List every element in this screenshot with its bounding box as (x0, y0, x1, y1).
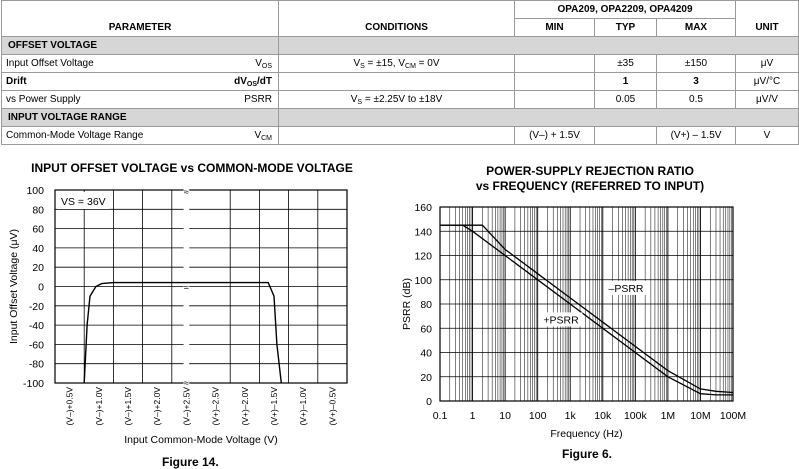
x-tick-label: (V–)+2.5V (181, 387, 192, 426)
conditions-cell: $V_S = \pm 2.25V$ to ±18V (279, 91, 515, 109)
x-tick-label: (V–)+1.5V (123, 387, 133, 426)
y-tick-label: 60 (32, 223, 44, 236)
x-tick-label: (V+)–0.5V (327, 387, 338, 426)
y-tick-label: 80 (32, 204, 44, 217)
x-tick-label: (V–)+2.0V (152, 387, 163, 426)
y-tick-label: -40 (28, 320, 44, 333)
x-tick-label: 10 (499, 410, 511, 422)
y-axis-label: Input Offset Voltage (μV) (8, 228, 20, 345)
chart-offset-vs-common-mode (0, 158, 390, 469)
chart-title: POWER-SUPPLY REJECTION RATIO (486, 164, 694, 178)
psrr-curve-minus (440, 225, 733, 392)
param-symbol: PSRR (244, 94, 272, 105)
y-tick-label: 80 (420, 299, 432, 311)
y-tick-label: 0 (426, 396, 432, 408)
y-axis-label: PSRR (dB) (401, 278, 413, 330)
x-tick-label: 1M (660, 410, 676, 422)
table-row: Drift $dV_{OS}/dT$ 1 3 μV/°C (2, 73, 799, 91)
y-tick-label: 40 (420, 347, 432, 360)
header-conditions: CONDITIONS (279, 1, 515, 37)
param-symbol: $dV_{OS}/dT$ (234, 76, 272, 88)
conditions-cell (279, 127, 515, 145)
x-tick-label: (V–)+1.0V (93, 387, 104, 426)
x-tick-label: 10M (690, 410, 711, 422)
x-tick-label: (V+)–1.5V (269, 387, 279, 426)
x-tick-label: 100M (719, 410, 747, 422)
x-tick-label: (V–)+0.5V (64, 387, 75, 426)
header-unit: UNIT (736, 1, 799, 37)
y-tick-label: 20 (32, 262, 44, 275)
table-row: Input Offset Voltage $V_{OS}$ $V_S = \pm 15$, $V_{CM} = 0V$ ±35 ±150 μV (2, 55, 799, 73)
header-parameter: PARAMETER (2, 1, 279, 37)
x-tick-label: 100 (528, 410, 547, 422)
x-tick-label: 1k (564, 410, 576, 422)
x-tick-label: 0.1 (432, 410, 448, 422)
y-tick-label: 20 (420, 371, 432, 384)
param-symbol: $V_{CM}$ (254, 130, 272, 142)
x-tick-label: (V+)–2.0V (239, 387, 250, 426)
chart-title: INPUT OFFSET VOLTAGE vs COMMON-MODE VOLTAGE (31, 161, 353, 175)
spec-table (1, 0, 799, 145)
figure-6-caption: Figure 6. (562, 447, 613, 461)
y-tick-label: 100 (414, 274, 432, 287)
header-typ: TYP (595, 19, 657, 37)
param-symbol: $V_{OS}$ (255, 58, 272, 70)
param-name: Common-Mode Voltage Range (6, 130, 144, 141)
chart-psrr-vs-frequency (400, 162, 799, 457)
y-tick-label: -80 (28, 358, 44, 371)
y-tick-label: 100 (26, 185, 44, 197)
y-tick-label: -60 (28, 339, 44, 352)
x-tick-label: (V+)–2.5V (210, 387, 221, 426)
x-axis-label: Frequency (Hz) (550, 428, 623, 440)
legend-minus-psrr: –PSRR (608, 282, 644, 295)
param-name: Input Offset Voltage (6, 58, 94, 69)
x-tick-label: 10k (594, 410, 612, 422)
param-name: Drift (6, 76, 27, 87)
axis-break-mark: ≈ (183, 282, 189, 293)
section-offset-voltage: OFFSET VOLTAGE (2, 37, 279, 55)
x-axis-label: Input Common-Mode Voltage (V) (124, 434, 278, 446)
annotation-vs: VS = 36V (61, 196, 106, 208)
conditions-cell: $V_S = \pm 15$, $V_{CM} = 0V$ (279, 55, 515, 73)
table-row: Common-Mode Voltage Range $V_{CM}$ (V–) + 1.5V (V+) – 1.5V V (2, 127, 799, 145)
y-tick-label: -20 (28, 300, 44, 313)
chart-subtitle: vs FREQUENCY (REFERRED TO INPUT) (475, 179, 705, 193)
x-tick-label: 100k (623, 410, 647, 422)
y-tick-label: 60 (420, 323, 432, 336)
y-tick-label: 0 (38, 281, 44, 294)
header-device-family: OPA209, OPA2209, OPA4209 (515, 1, 736, 19)
param-name: vs Power Supply (6, 94, 81, 105)
axis-break-mark: ≈ (183, 187, 189, 197)
y-tick-label: 160 (414, 202, 432, 214)
y-tick-label: 140 (414, 226, 432, 239)
x-tick-label: 1 (469, 410, 476, 422)
section-input-voltage-range: INPUT VOLTAGE RANGE (2, 109, 279, 127)
y-tick-label: 120 (414, 250, 432, 263)
table-row: vs Power Supply PSRR $V_S = \pm 2.25V$ to ±18V 0.05 0.5 μV/V (2, 91, 799, 109)
x-tick-label: (V+)–1.0V (298, 387, 309, 426)
legend-plus-psrr: +PSRR (543, 314, 579, 327)
axis-break-mark: ≈ (183, 378, 189, 388)
y-tick-label: -100 (22, 378, 44, 390)
figure-14-caption: Figure 14. (162, 455, 219, 469)
header-min: MIN (515, 19, 595, 37)
y-tick-label: 40 (32, 242, 44, 255)
header-max: MAX (657, 19, 736, 37)
conditions-cell (279, 73, 515, 91)
